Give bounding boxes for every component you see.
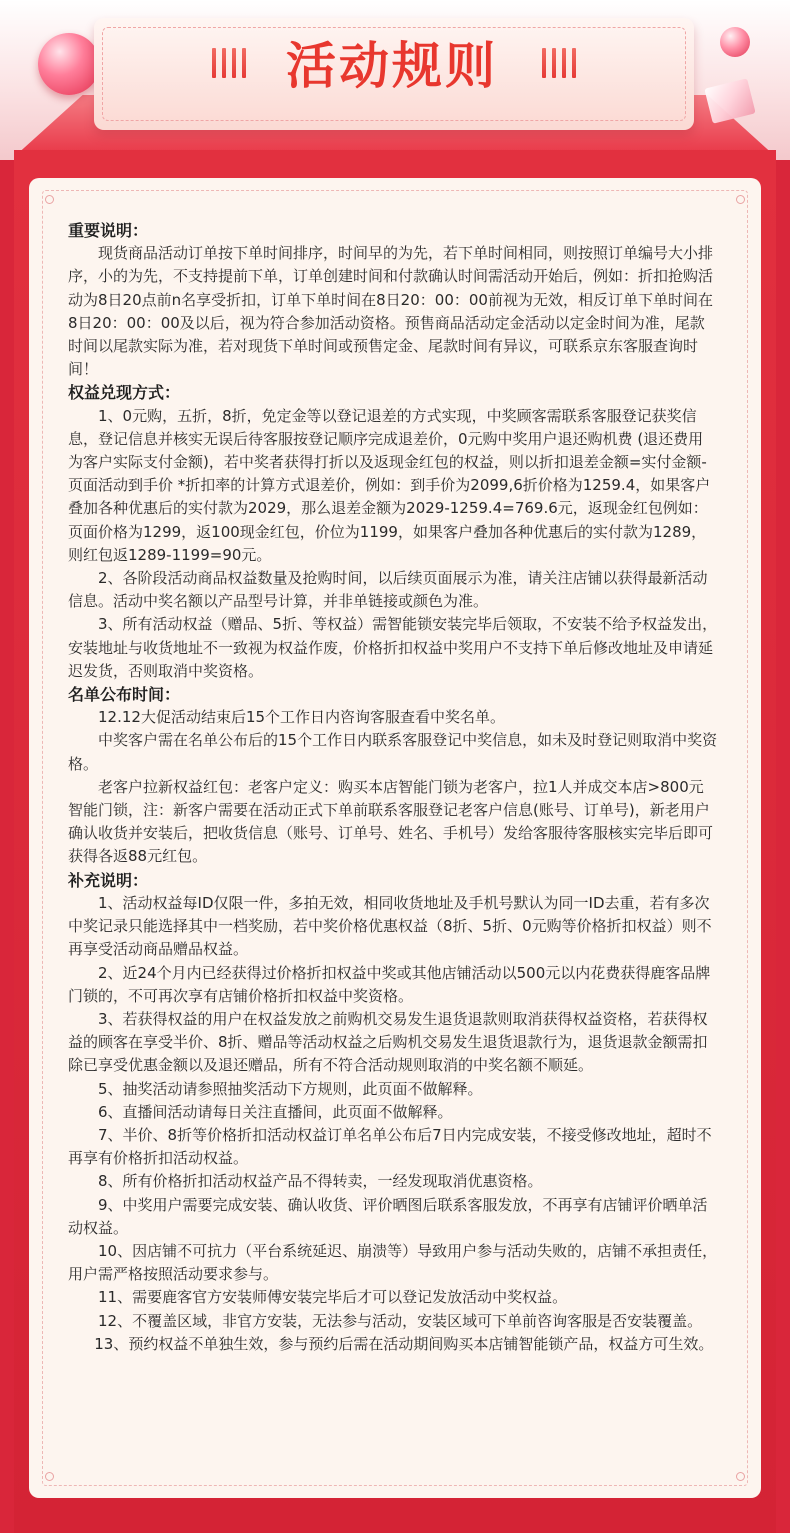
corner-dot-icon bbox=[45, 195, 54, 204]
corner-dot-icon bbox=[45, 1472, 54, 1481]
decorative-small-sphere-icon bbox=[720, 27, 750, 57]
decorative-sphere-icon bbox=[38, 33, 100, 95]
section-heading-announce: 名单公布时间： bbox=[68, 685, 181, 705]
rule-paragraph: 1、活动权益每ID仅限一件，多拍无效，相同收货地址及手机号默认为同一ID去重，若有多次中奖记录只能选择其中一档奖励，若中奖价格优惠权益（8折、5折、0元购等价格折扣权益）则不再享受活动商品赠品权益。 bbox=[68, 893, 712, 959]
rule-paragraph: 现货商品活动订单按下单时间排序，时间早的为先，若下单时间相同，则按照订单编号大小排序，小的为先，不支持提前下单，订单创建时间和付款确认时间需活动开始后，例如：折扣抢购活动为8日20点前n名享受折扣，订单下单时间在8日20：00：00前视为无效，相反订单下单时间在8日20：00：00及以后，视为符合参加活动资格。预售商品活动定金活动以定金时间为准，尾款时间以尾款实际为准，若对现货下单时间或预售定金、尾款时间有异议，可联系京东客服查询时间！ bbox=[68, 244, 714, 379]
rule-paragraph: 7、半价、8折等价格折扣活动权益订单名单公布后7日内完成安装，不接受修改地址，超时不再享有价格折扣活动权益。 bbox=[68, 1125, 712, 1168]
rule-paragraph: 11、需要鹿客官方安装师傅安装完毕后才可以登记发放活动中奖权益。 bbox=[98, 1288, 568, 1307]
rule-paragraph: 6、直播间活动请每日关注直播间，此页面不做解释。 bbox=[98, 1102, 453, 1121]
rule-paragraph: 2、各阶段活动商品权益数量及抢购时间，以后续页面展示为准，请关注店铺以获得最新活动信息。活动中奖名额以产品型号计算，并非单链接或颜色为准。 bbox=[68, 569, 708, 611]
page-title: 活动规则 bbox=[286, 37, 498, 95]
section-heading-redeem: 权益兑现方式： bbox=[68, 383, 181, 403]
rule-paragraph: 10、因店铺不可抗力（平台系统延迟、崩溃等）导致用户参与活动失败的，店铺不承担责任，用户需严格按照活动要求参与。 bbox=[68, 1241, 718, 1284]
rule-paragraph: 2、近24个月内已经获得过价格折扣权益中奖或其他店铺活动以500元以内花费获得鹿客品牌门锁的，不可再次享有店铺价格折扣权益中奖资格。 bbox=[68, 963, 711, 1005]
title-left-bars-icon bbox=[212, 48, 246, 78]
rule-paragraph: 3、所有活动权益（赠品、5折、等权益）需智能锁安装完毕后领取，不安装不给予权益发出，安装地址与收货地址不一致视为权益作废，价格折扣权益中奖用户不支持下单后修改地址及申请延迟发货，否则取消中奖资格。 bbox=[68, 615, 718, 680]
section-heading-supplement: 补充说明： bbox=[68, 870, 149, 890]
corner-dot-icon bbox=[736, 1472, 745, 1481]
rule-paragraph: 8、所有价格折扣活动权益产品不得转卖，一经发现取消优惠资格。 bbox=[98, 1172, 543, 1191]
corner-dot-icon bbox=[736, 195, 745, 204]
rule-paragraph: 3、若获得权益的用户在权益发放之前购机交易发生退货退款则取消获得权益资格，若获得权益的顾客在享受半价、8折、赠品等活动权益之后购机交易发生退货退款行为，退货退款金额需扣除已享受优惠金额以及退还赠品，所有不符合活动规则取消的中奖名额不顺延。 bbox=[68, 1009, 708, 1075]
rule-paragraph: 9、中奖用户需要完成安装、确认收货、评价晒图后联系客服发放，不再享有店铺评价晒单活动权益。 bbox=[68, 1195, 708, 1237]
section-heading-important: 重要说明： bbox=[68, 221, 149, 240]
rule-paragraph: 13、预约权益不单独生效，参与预约后需在活动期间购买本店铺智能锁产品，权益方可生效。 bbox=[94, 1334, 714, 1353]
rule-paragraph: 1、0元购，五折，8折，免定金等以登记退差的方式实现，中奖顾客需联系客服登记获奖信息，登记信息并核实无误后待客服按登记顺序完成退差价，0元购中奖用户退还购机费 (退还费用为客户实际支付金额)，若中奖者获得打折以及返现金红包的权益，则以折扣退差金额=实付金额-页面活动到手价 *折扣率的计算方式退差价，例如：到手价为2099,6折价格为1259.4，如果客户叠加各种优惠后的实付款为2029，那么退差金额为2029-1259.4=769.6元，返现金红包例如：页面价格为1299，返100现金红包，价位为1199，如果客户叠加各种优惠后的实付款为1289，则红包返1289-1199=90元。 bbox=[68, 406, 711, 564]
rules-content bbox=[68, 219, 718, 1356]
rule-paragraph: 中奖客户需在名单公布后的15个工作日内联系客服登记中奖信息，如未及时登记则取消中奖资格。 bbox=[68, 731, 718, 773]
rule-paragraph: 老客户拉新权益红包：老客户定义：购买本店智能门锁为老客户，拉1人并成交本店>800元智能门锁，注：新客户需要在活动正式下单前联系客服登记老客户信息(账号、订单号)，新老用户确认收货并安装后，把收货信息（账号、订单号、姓名、手机号）发给客服待客服核实完毕后即可获得各返88元红包。 bbox=[68, 777, 714, 866]
rule-paragraph: 12、不覆盖区域，非官方安装，无法参与活动，安装区域可下单前咨询客服是否安装覆盖。 bbox=[98, 1311, 703, 1330]
rule-paragraph: 12.12大促活动结束后15个工作日内咨询客服查看中奖名单。 bbox=[98, 708, 506, 727]
title-right-bars-icon bbox=[542, 48, 576, 78]
rule-paragraph: 5、抽奖活动请参照抽奖活动下方规则，此页面不做解释。 bbox=[98, 1079, 483, 1098]
